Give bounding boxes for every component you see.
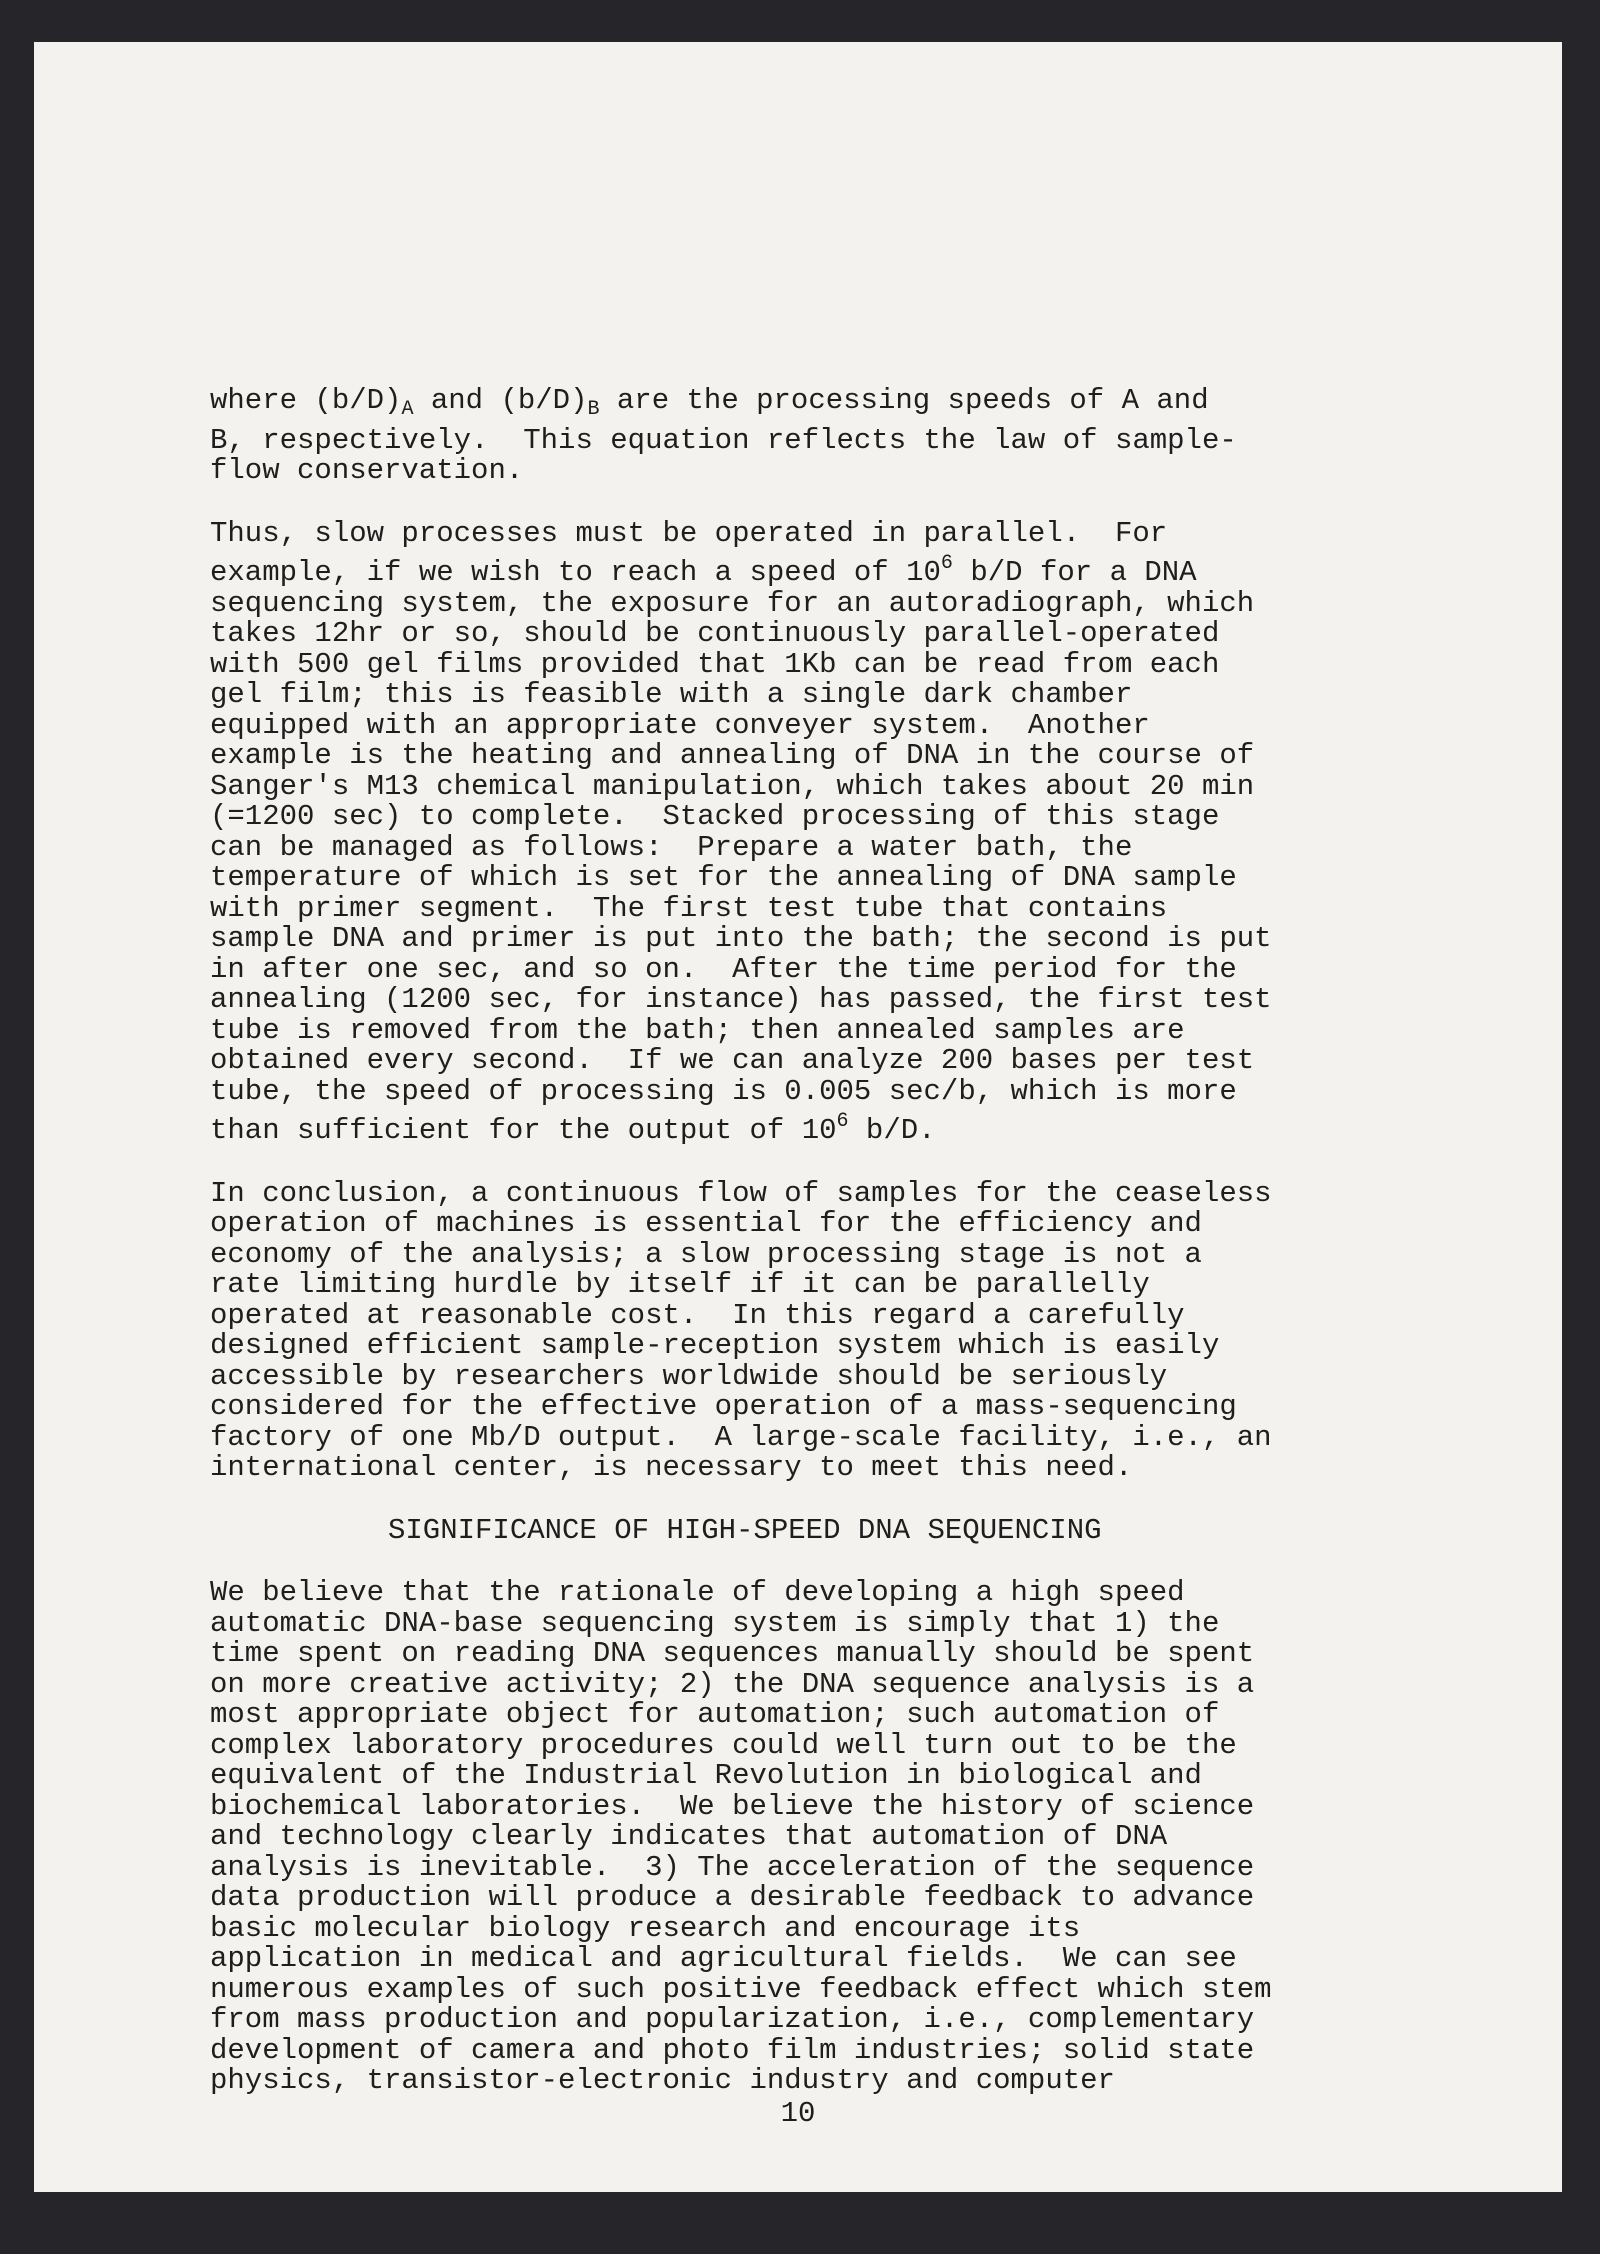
text-line: numerous examples of such positive feedback effect which stem	[210, 1972, 1272, 2006]
text-line: with primer segment. The first test tube that contains	[210, 891, 1168, 925]
text-line: can be managed as follows: Prepare a water bath, the	[210, 830, 1133, 864]
text-line: tube is removed from the bath; then annealed samples are	[210, 1013, 1185, 1047]
paragraph-sample-flow	[210, 386, 1390, 487]
text-line: physics, transistor-electronic industry and computer	[210, 2064, 1115, 2097]
text-line: basic molecular biology research and encourage its	[210, 1911, 1081, 1945]
text-line: sample DNA and primer is put into the bath; the second is put	[210, 922, 1272, 955]
text-line: accessible by researchers worldwide should be seriously	[210, 1359, 1168, 1393]
text-line: In conclusion, a continuous flow of samples for the ceaseless	[210, 1176, 1272, 1210]
text-line: from mass production and popularization, i.e., complementary	[210, 2003, 1255, 2036]
text-line: automatic DNA-base sequencing system is simply that 1) the	[210, 1606, 1220, 1640]
text-line: international center, is necessary to meet this need.	[210, 1451, 1133, 1484]
text-line: analysis is inevitable. 3) The acceleration of the sequence	[210, 1850, 1255, 1884]
text-line: obtained every second. If we can analyze 200 bases per test	[210, 1044, 1255, 1077]
text-line: on more creative activity; 2) the DNA sequence analysis is a	[210, 1667, 1255, 1701]
text-line: time spent on reading DNA sequences manually should be spent	[210, 1637, 1255, 1670]
text-line: economy of the analysis; a slow processing stage is not a	[210, 1237, 1202, 1271]
text-line: example, if we wish to reach a speed of $10^6$ b/D for a DNA	[210, 552, 1197, 589]
text-line: We believe that the rationale of developing a high speed	[210, 1576, 1185, 1609]
text-line: most appropriate object for automation; such automation of	[210, 1698, 1220, 1731]
text-line: operated at reasonable cost. In this regard a carefully	[210, 1298, 1185, 1332]
text-line: (=1200 sec) to complete. Stacked processing of this stage	[210, 800, 1220, 833]
text-line: equivalent of the Industrial Revolution in biological and	[210, 1759, 1202, 1792]
section-heading: SIGNIFICANCE OF HIGH-SPEED DNA SEQUENCING	[388, 1513, 1102, 1547]
paragraph-significance	[210, 1578, 1390, 2097]
body-text	[210, 386, 1390, 2129]
text-line: than sufficient for the output of $10^6$ b/D.	[210, 1110, 936, 1147]
text-line: in after one sec, and so on. After the time period for the	[210, 952, 1237, 986]
text-line: B, respectively. This equation reflects the law of sample-	[210, 423, 1237, 457]
text-line: data production will produce a desirable feedback to advance	[210, 1881, 1255, 1914]
page-number: 10	[780, 2097, 816, 2130]
document-page	[34, 42, 1562, 2192]
text-line: with 500 gel films provided that 1Kb can be read from each	[210, 647, 1220, 681]
text-line: takes 12hr or so, should be continuously parallel-operated	[210, 617, 1220, 650]
text-line: rate limiting hurdle by itself if it can be parallelly	[210, 1268, 1150, 1301]
text-line: application in medical and agricultural fields. We can see	[210, 1942, 1237, 1975]
text-line: and technology clearly indicates that automation of DNA	[210, 1820, 1168, 1853]
text-line: complex laboratory procedures could well turn out to be the	[210, 1728, 1237, 1762]
paragraph-conclusion	[210, 1176, 1390, 1484]
text-line: factory of one Mb/D output. A large-scale facility, i.e., an	[210, 1420, 1272, 1454]
text-line: temperature of which is set for the annealing of DNA sample	[210, 861, 1237, 894]
text-line: where $(b/D)_A$ and $(b/D)_B$ are the processing speeds of A and	[210, 384, 1209, 421]
text-line: gel film; this is feasible with a single dark chamber	[210, 678, 1133, 711]
text-line: annealing (1200 sec, for instance) has passed, the first test	[210, 983, 1272, 1016]
text-line: Sanger's M13 chemical manipulation, which takes about 20 min	[210, 769, 1255, 803]
text-line: Thus, slow processes must be operated in parallel. For	[210, 516, 1168, 550]
text-line: flow conservation.	[210, 454, 524, 487]
text-line: designed efficient sample-reception system which is easily	[210, 1329, 1220, 1362]
text-line: biochemical laboratories. We believe the history of science	[210, 1789, 1255, 1823]
paragraph-parallel-processes	[210, 516, 1390, 1147]
text-line: equipped with an appropriate conveyer system. Another	[210, 708, 1150, 742]
text-line: sequencing system, the exposure for an autoradiograph, which	[210, 586, 1255, 620]
text-line: operation of machines is essential for the efficiency and	[210, 1207, 1202, 1240]
text-line: tube, the speed of processing is 0.005 sec/b, which is more	[210, 1074, 1237, 1108]
text-line: considered for the effective operation of a mass-sequencing	[210, 1390, 1237, 1423]
text-line: example is the heating and annealing of DNA in the course of	[210, 739, 1255, 772]
text-line: development of camera and photo film industries; solid state	[210, 2033, 1255, 2067]
